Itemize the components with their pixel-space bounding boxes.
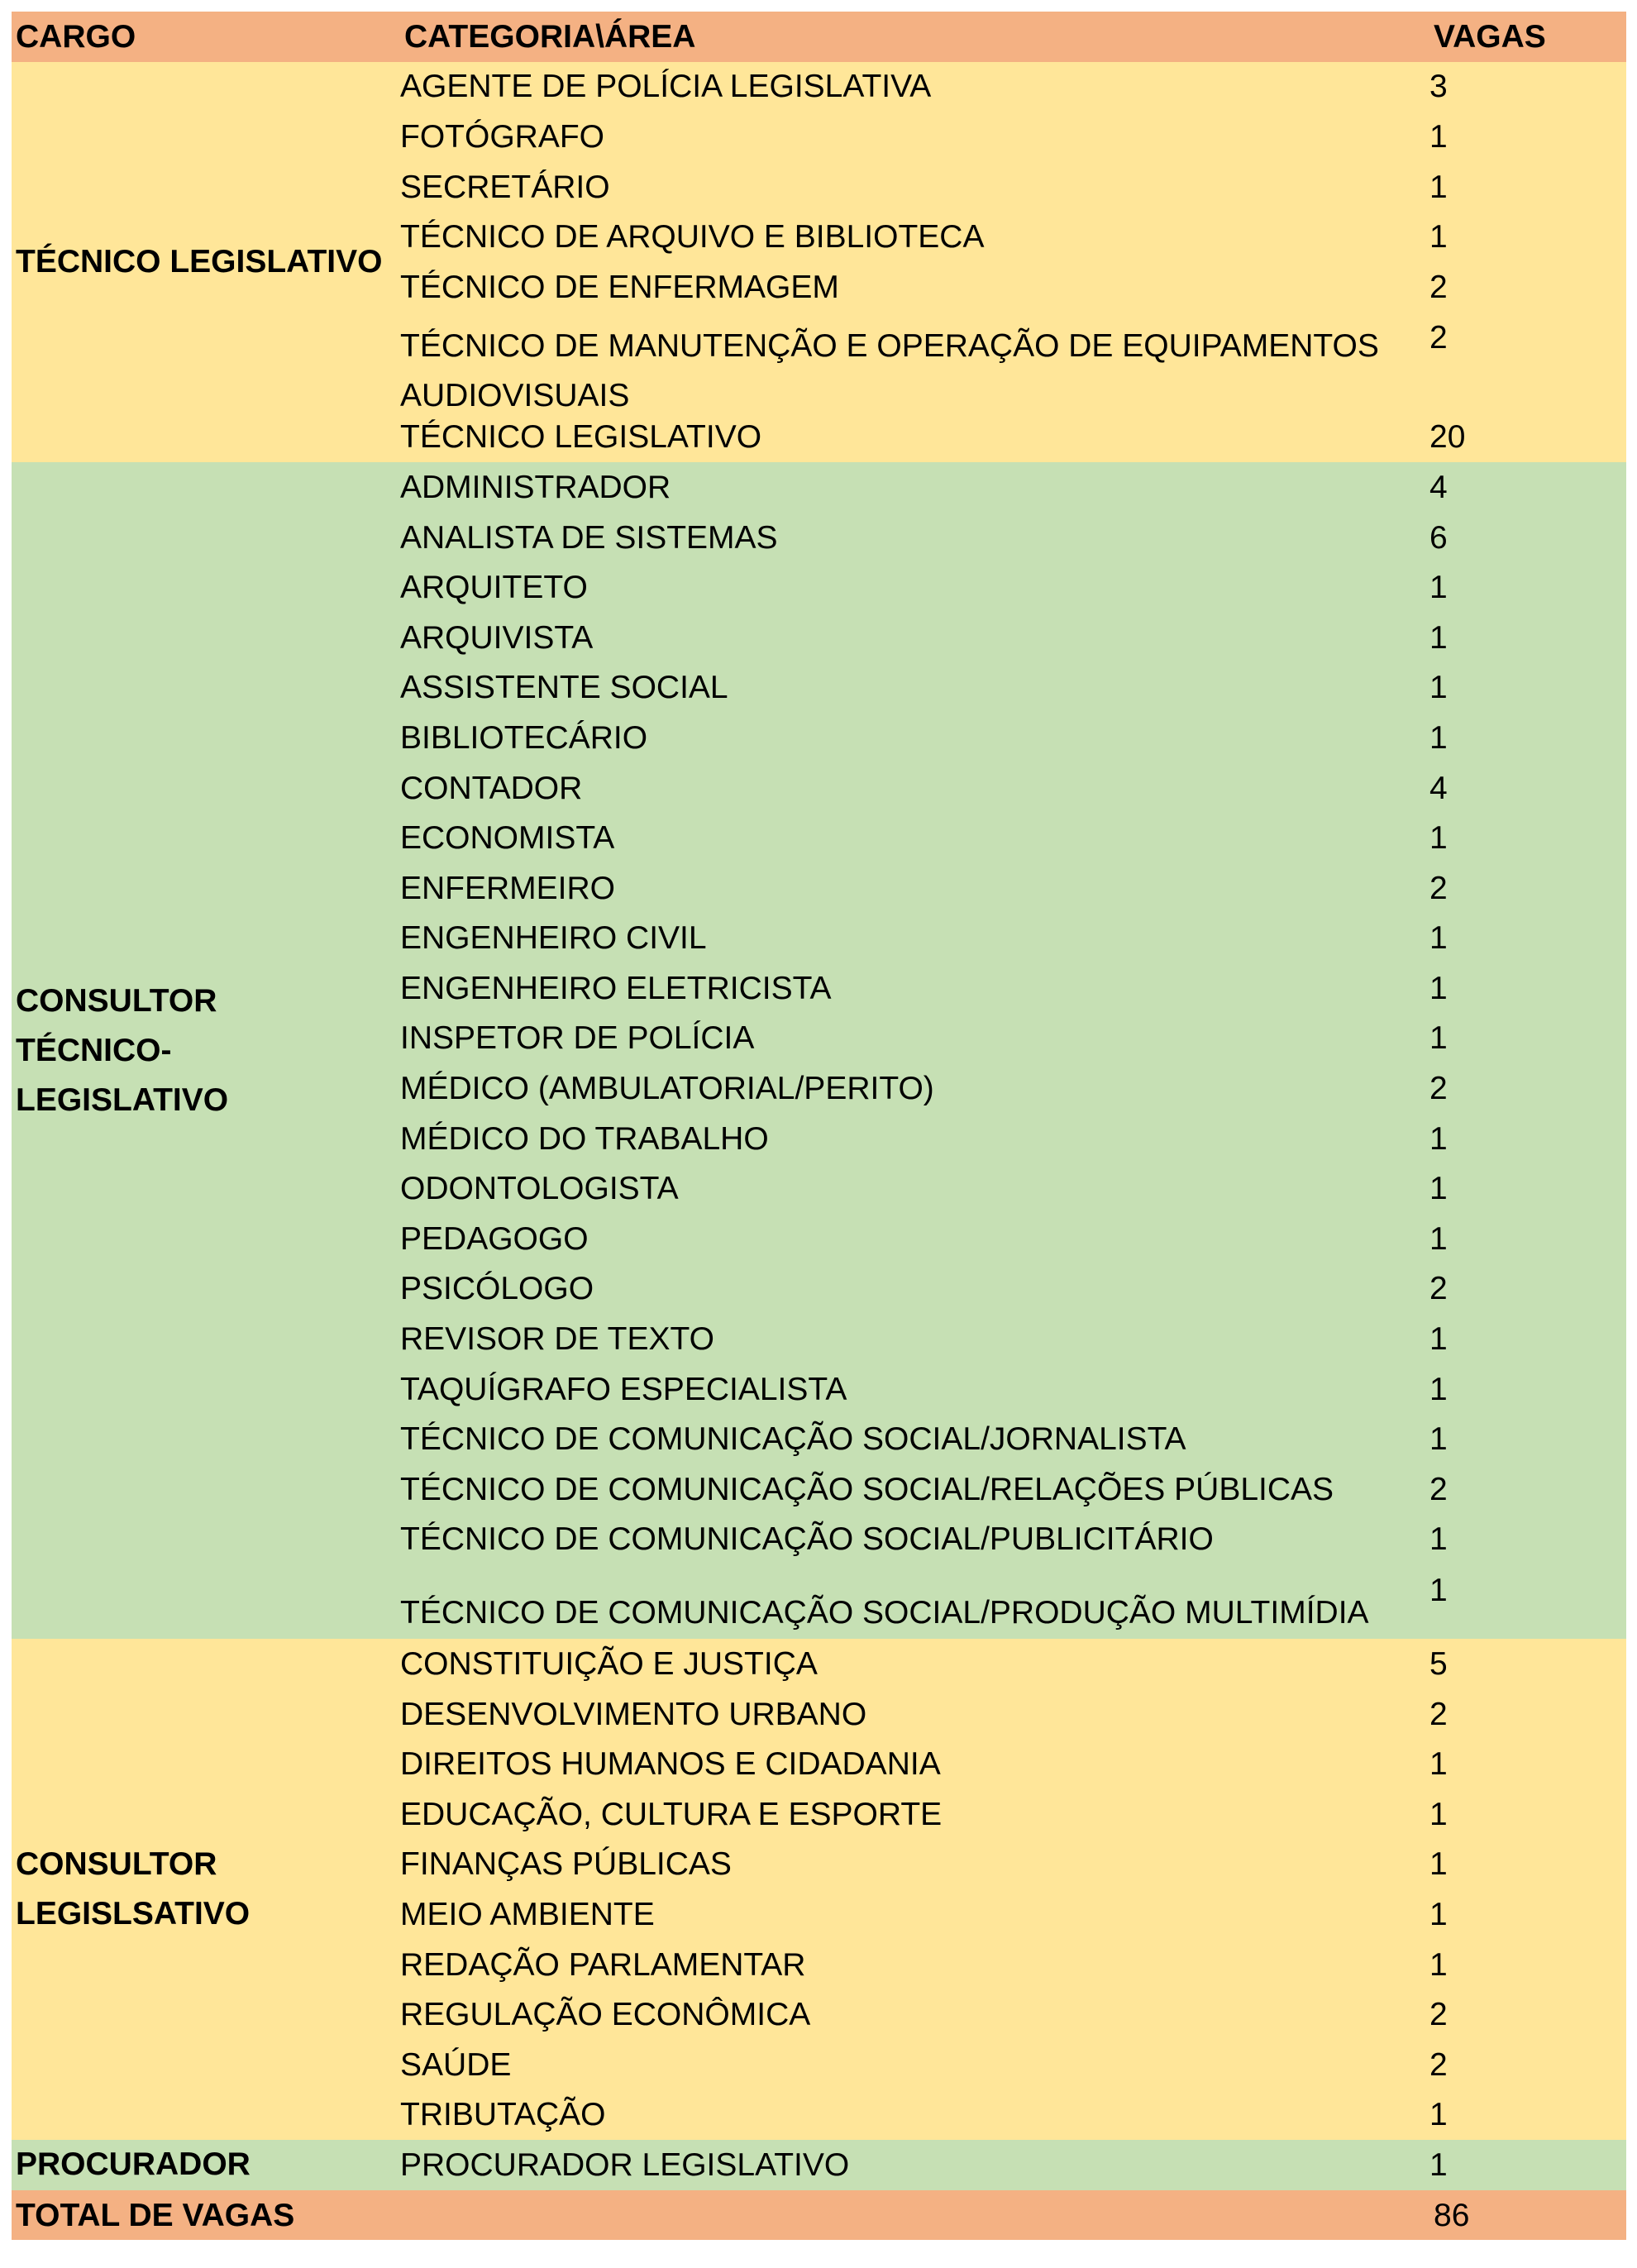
table-row <box>12 963 1626 1014</box>
table-row <box>12 1689 1626 1740</box>
cargo-group <box>12 462 1626 1639</box>
vagas-cell: 20 <box>1429 419 1466 456</box>
vagas-cell: 1 <box>1429 619 1448 656</box>
table-row <box>12 462 1626 513</box>
categoria-cell: DIREITOS HUMANOS E CIDADANIA <box>400 1746 941 1783</box>
vagas-cell: 4 <box>1429 770 1448 806</box>
vagas-cell: 1 <box>1429 1573 1448 1609</box>
categoria-cell: ENGENHEIRO ELETRICISTA <box>400 970 832 1006</box>
categoria-cell: ADMINISTRADOR <box>400 469 671 505</box>
table-row <box>12 1739 1626 1789</box>
categoria-cell: REDAÇÃO PARLAMENTAR <box>400 1946 806 1983</box>
table-row <box>12 863 1626 914</box>
categoria-cell: REGULAÇÃO ECONÔMICA <box>400 1997 811 2033</box>
vagas-cell: 1 <box>1429 820 1448 857</box>
categoria-cell: TAQUÍGRAFO ESPECIALISTA <box>400 1371 847 1407</box>
cargo-group <box>12 1639 1626 2140</box>
categoria-cell: ECONOMISTA <box>400 820 615 857</box>
categoria-cell: CONTADOR <box>400 770 583 806</box>
categoria-cell: ANALISTA DE SISTEMAS <box>400 519 778 556</box>
table-row <box>12 613 1626 663</box>
categoria-cell: FINANÇAS PÚBLICAS <box>400 1846 732 1883</box>
vagas-cell: 1 <box>1429 1796 1448 1832</box>
vagas-cell: 1 <box>1429 1946 1448 1983</box>
vagas-cell: 5 <box>1429 1646 1448 1683</box>
vagas-cell: 1 <box>1429 1846 1448 1883</box>
table-row <box>12 1063 1626 1114</box>
table-row <box>12 1364 1626 1415</box>
categoria-cell: PROCURADOR LEGISLATIVO <box>400 2146 850 2183</box>
groups-container <box>12 62 1626 2190</box>
table-row <box>12 914 1626 964</box>
vagas-cell: 2 <box>1429 319 1448 356</box>
cargo-label: TÉCNICO LEGISLATIVO <box>16 243 383 279</box>
vagas-cell: 6 <box>1429 519 1448 556</box>
cargo-label: CONSULTOR TÉCNICO-LEGISLATIVO <box>16 982 229 1118</box>
categoria-cell: CONSTITUIÇÃO E JUSTIÇA <box>400 1646 818 1683</box>
vagas-cell: 1 <box>1429 1371 1448 1407</box>
table-row <box>12 212 1626 262</box>
vagas-cell: 2 <box>1429 2046 1448 2083</box>
vagas-cell: 1 <box>1429 670 1448 706</box>
vagas-cell: 1 <box>1429 2097 1448 2133</box>
vagas-cell: 2 <box>1429 1271 1448 1307</box>
table-row <box>12 1889 1626 1940</box>
table-row <box>12 112 1626 162</box>
categoria-cell: SECRETÁRIO <box>400 169 610 205</box>
categoria-cell: INSPETOR DE POLÍCIA <box>400 1020 755 1057</box>
categoria-cell: TÉCNICO DE MANUTENÇÃO E OPERAÇÃO DE EQUIPAMENTOS AUDIOVISUAIS <box>400 327 1379 413</box>
categoria-cell: ENFERMEIRO <box>400 870 616 906</box>
table-row <box>12 1214 1626 1264</box>
categoria-cell: ARQUITETO <box>400 570 588 606</box>
categoria-cell: PSICÓLOGO <box>400 1271 594 1307</box>
table-row <box>12 1464 1626 1515</box>
categoria-cell: BIBLIOTECÁRIO <box>400 719 648 756</box>
total-row <box>12 2190 1626 2241</box>
table-row <box>12 262 1626 313</box>
table-row <box>12 1989 1626 2040</box>
categoria-cell: EDUCAÇÃO, CULTURA E ESPORTE <box>400 1796 943 1832</box>
categoria-cell: TÉCNICO DE COMUNICAÇÃO SOCIAL/RELAÇÕES PÚBLICAS <box>400 1471 1334 1507</box>
cargo-label: CONSULTOR LEGISLSATIVO <box>16 1846 251 1932</box>
table-row <box>12 2140 1626 2190</box>
cargo-group <box>12 2140 1626 2190</box>
table-row <box>12 2040 1626 2090</box>
table-row <box>12 562 1626 613</box>
cargo-group <box>12 62 1626 463</box>
categoria-cell: ENGENHEIRO CIVIL <box>400 920 707 957</box>
vagas-cell: 2 <box>1429 1071 1448 1107</box>
table-row <box>12 2090 1626 2141</box>
table-row <box>12 1789 1626 1840</box>
vagas-cell: 1 <box>1429 1171 1448 1207</box>
table-row <box>12 1840 1626 1890</box>
categoria-cell: ARQUIVISTA <box>400 619 594 656</box>
vagas-cell: 2 <box>1429 1471 1448 1507</box>
table-row <box>12 813 1626 863</box>
categoria-cell: FOTÓGRAFO <box>400 118 604 155</box>
vagas-cell: 1 <box>1429 169 1448 205</box>
categoria-cell: PEDAGOGO <box>400 1220 589 1257</box>
table-row <box>12 413 1626 463</box>
categoria-cell: ASSISTENTE SOCIAL <box>400 670 728 706</box>
table-row <box>12 162 1626 212</box>
table-row <box>12 1014 1626 1064</box>
vagas-cell: 3 <box>1429 69 1448 105</box>
vagas-cell: 2 <box>1429 1997 1448 2033</box>
table-row <box>12 1314 1626 1364</box>
table-row <box>12 1515 1626 1565</box>
categoria-cell: REVISOR DE TEXTO <box>400 1321 714 1358</box>
vagas-cell: 1 <box>1429 2146 1448 2183</box>
vagas-cell: 1 <box>1429 219 1448 255</box>
vagas-cell: 1 <box>1429 1746 1448 1783</box>
vagas-cell: 1 <box>1429 1120 1448 1157</box>
vacancy-table <box>12 12 1626 2240</box>
categoria-cell: SAÚDE <box>400 2046 512 2083</box>
vagas-cell: 1 <box>1429 1220 1448 1257</box>
table-row <box>12 1414 1626 1464</box>
table-row <box>12 1114 1626 1164</box>
categoria-cell: TÉCNICO DE COMUNICAÇÃO SOCIAL/JORNALISTA <box>400 1421 1186 1458</box>
table-row <box>12 1940 1626 1990</box>
vagas-cell: 1 <box>1429 719 1448 756</box>
categoria-cell: TÉCNICO DE COMUNICAÇÃO SOCIAL/PRODUÇÃO MULTIMÍDIA <box>400 1595 1369 1631</box>
cargo-label: PROCURADOR <box>16 2146 251 2183</box>
categoria-cell: TRIBUTAÇÃO <box>400 2097 606 2133</box>
categoria-cell: MÉDICO DO TRABALHO <box>400 1120 769 1157</box>
header-cargo: CARGO <box>16 18 136 55</box>
vagas-cell: 2 <box>1429 870 1448 906</box>
table-row <box>12 1639 1626 1689</box>
categoria-cell: TÉCNICO DE COMUNICAÇÃO SOCIAL/PUBLICITÁRIO <box>400 1521 1214 1558</box>
categoria-cell: MEIO AMBIENTE <box>400 1896 655 1932</box>
categoria-cell: AGENTE DE POLÍCIA LEGISLATIVA <box>400 69 932 105</box>
header-vagas: VAGAS <box>1434 18 1546 55</box>
vagas-cell: 1 <box>1429 1421 1448 1458</box>
table-row <box>12 713 1626 763</box>
header-categoria: CATEGORIA\ÁREA <box>404 18 696 55</box>
table-row <box>12 62 1626 112</box>
categoria-cell: MÉDICO (AMBULATORIAL/PERITO) <box>400 1071 934 1107</box>
vagas-cell: 1 <box>1429 1521 1448 1558</box>
table-row <box>12 763 1626 814</box>
table-row <box>12 1264 1626 1315</box>
vagas-cell: 2 <box>1429 1696 1448 1732</box>
vagas-cell: 2 <box>1429 269 1448 305</box>
total-vagas: 86 <box>1434 2197 1470 2233</box>
categoria-cell: DESENVOLVIMENTO URBANO <box>400 1696 867 1732</box>
vagas-cell: 1 <box>1429 1896 1448 1932</box>
vagas-cell: 4 <box>1429 469 1448 505</box>
categoria-cell: TÉCNICO LEGISLATIVO <box>400 419 762 456</box>
categoria-cell: TÉCNICO DE ARQUIVO E BIBLIOTECA <box>400 219 985 255</box>
table-row <box>12 1163 1626 1214</box>
table-row <box>12 513 1626 563</box>
vagas-cell: 1 <box>1429 1020 1448 1057</box>
vagas-cell: 1 <box>1429 1321 1448 1358</box>
vagas-cell: 1 <box>1429 118 1448 155</box>
table-row <box>12 313 1626 413</box>
table-row <box>12 1564 1626 1639</box>
table-header <box>12 12 1626 62</box>
table-row <box>12 663 1626 714</box>
categoria-cell: ODONTOLOGISTA <box>400 1171 679 1207</box>
vagas-cell: 1 <box>1429 570 1448 606</box>
vagas-cell: 1 <box>1429 920 1448 957</box>
categoria-cell: TÉCNICO DE ENFERMAGEM <box>400 269 839 305</box>
vagas-cell: 1 <box>1429 970 1448 1006</box>
total-label: TOTAL DE VAGAS <box>16 2197 295 2233</box>
